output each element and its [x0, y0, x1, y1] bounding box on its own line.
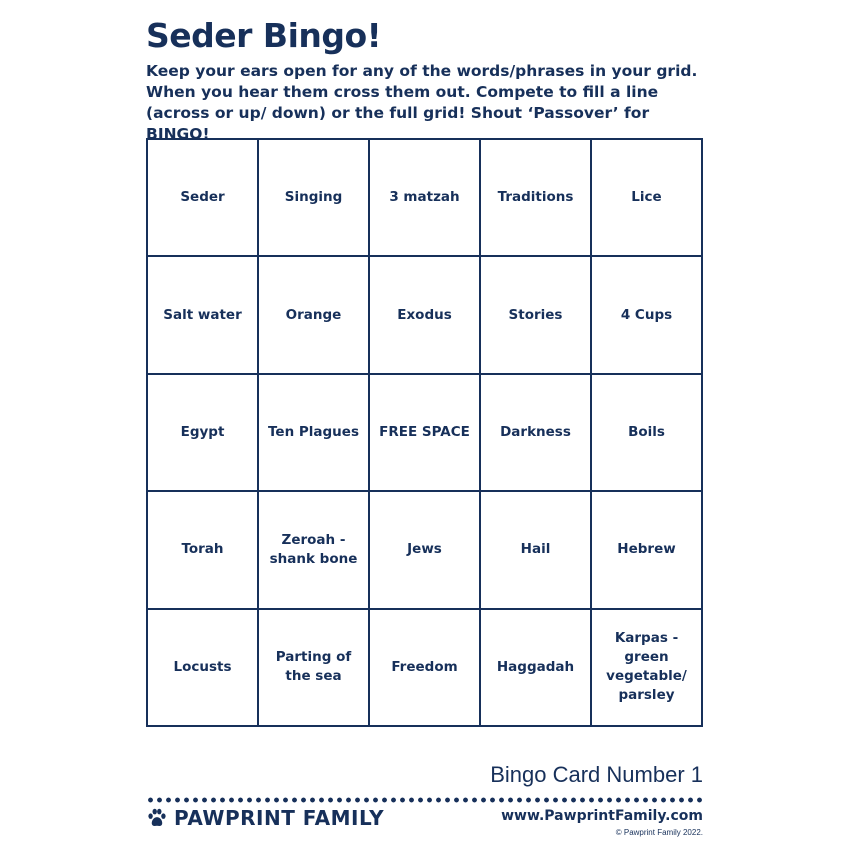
bingo-cell[interactable]: Locusts [148, 610, 259, 727]
card-number-label: Bingo Card Number 1 [490, 762, 703, 787]
bingo-cell[interactable]: Hail [481, 492, 592, 609]
bingo-cell[interactable]: Torah [148, 492, 259, 609]
bingo-cell[interactable]: Salt water [148, 257, 259, 374]
bingo-cell[interactable]: Lice [592, 140, 703, 257]
bingo-cell[interactable]: Stories [481, 257, 592, 374]
bingo-cell[interactable]: Freedom [370, 610, 481, 727]
bingo-cell[interactable]: Traditions [481, 140, 592, 257]
copyright-text: © Pawprint Family 2022. [615, 828, 703, 837]
brand-logo [146, 806, 384, 830]
bingo-cell[interactable]: Parting of the sea [259, 610, 370, 727]
instructions-text: Keep your ears open for any of the words/phrases in your grid. When you hear them cross them out. Compete to fill a line (across or up/ down) or the full grid! Shout ‘Passover’ for BINGO! [146, 62, 698, 143]
bingo-cell[interactable]: Jews [370, 492, 481, 609]
bingo-cell[interactable]: Haggadah [481, 610, 592, 727]
website-link[interactable]: www.PawprintFamily.com [501, 808, 703, 824]
bingo-grid [146, 138, 703, 727]
bingo-free-space-cell[interactable]: FREE SPACE [370, 375, 481, 492]
page-title: Seder Bingo! [146, 16, 382, 55]
bingo-cell[interactable]: 4 Cups [592, 257, 703, 374]
bingo-cell[interactable]: Egypt [148, 375, 259, 492]
bingo-cell[interactable]: Orange [259, 257, 370, 374]
bingo-cell[interactable]: Boils [592, 375, 703, 492]
bingo-cell[interactable]: Hebrew [592, 492, 703, 609]
paw-print-icon [146, 807, 168, 829]
bingo-cell[interactable]: Ten Plagues [259, 375, 370, 492]
brand-name: PAWPRINT FAMILY [174, 806, 385, 830]
bingo-cell[interactable]: Exodus [370, 257, 481, 374]
bingo-cell[interactable]: 3 matzah [370, 140, 481, 257]
dotted-divider [146, 797, 704, 803]
bingo-cell[interactable]: Darkness [481, 375, 592, 492]
bingo-cell[interactable]: Karpas - green vegetable/ parsley [592, 610, 703, 727]
bingo-cell[interactable]: Singing [259, 140, 370, 257]
bingo-cell[interactable]: Seder [148, 140, 259, 257]
bingo-cell[interactable]: Zeroah - shank bone [259, 492, 370, 609]
